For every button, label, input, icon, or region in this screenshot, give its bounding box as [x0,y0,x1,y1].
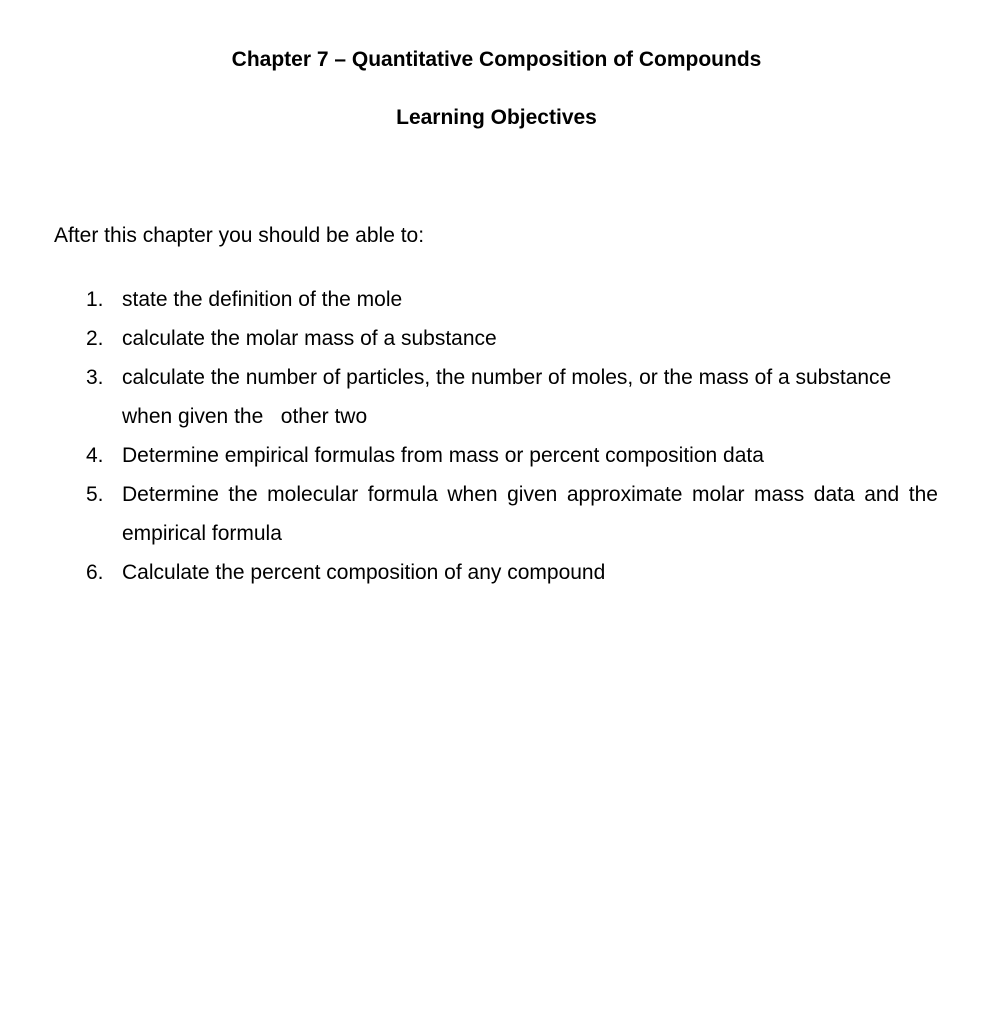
list-item [86,280,938,319]
section-heading: Learning Objectives [396,106,597,129]
item-number: 5. [86,483,104,506]
chapter-title: Chapter 7 – Quantitative Composition of Compounds [231,48,762,71]
item-text: state the definition of the mole [122,288,403,311]
list-item [86,319,938,358]
item-text: Determine empirical formulas from mass or percent composition data [122,444,764,467]
item-number: 4. [86,444,104,467]
list-item [86,358,938,436]
item-text: calculate the molar mass of a substance [122,327,497,350]
list-item [86,475,944,553]
item-number: 2. [86,327,104,350]
list-item [86,553,938,592]
item-number: 3. [86,366,104,389]
objectives-list [86,280,944,592]
list-item [86,436,938,475]
item-text: Calculate the percent composition of any compound [122,561,606,584]
item-text: Determine the molecular formula when given approximate molar mass data and the empirical formula [122,483,944,545]
item-number: 1. [86,288,104,311]
item-text: calculate the number of particles, the number of moles, or the mass of a substance when given the other two [122,366,898,428]
item-number: 6. [86,561,104,584]
intro-text: After this chapter you should be able to: [54,224,425,247]
